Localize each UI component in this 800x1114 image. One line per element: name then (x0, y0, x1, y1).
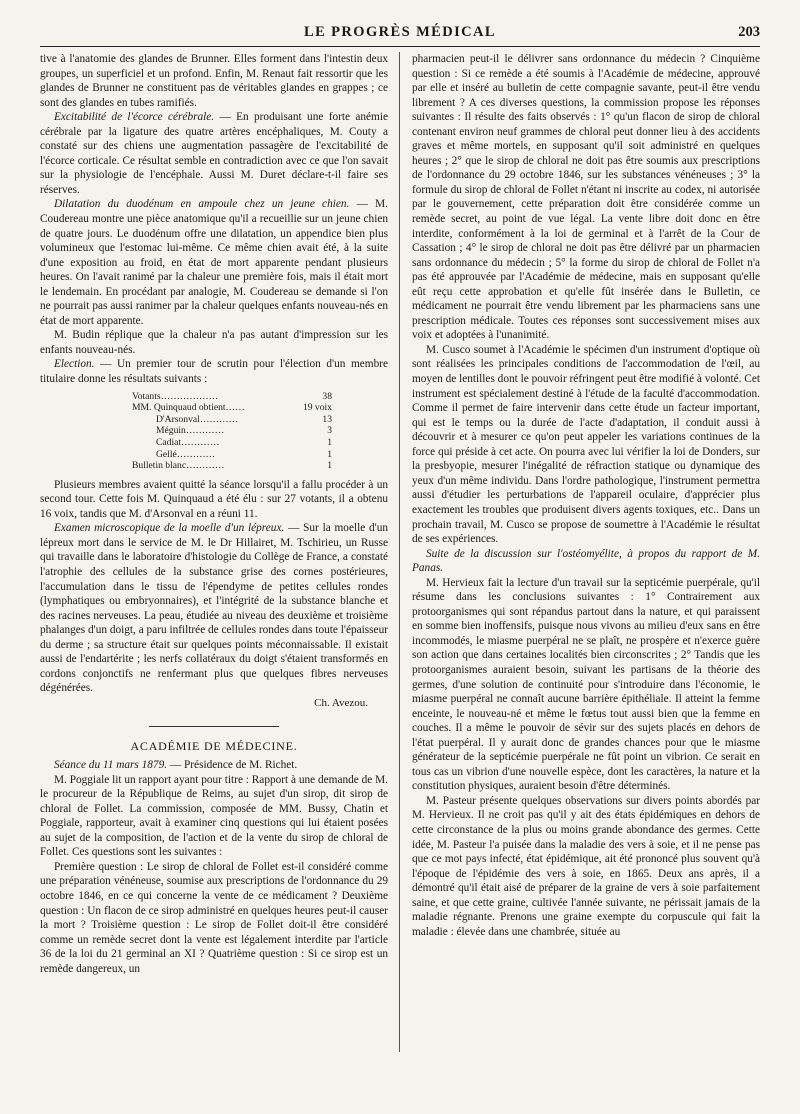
section-separator (149, 726, 279, 727)
paragraph-brunner: tive à l'anatomie des glandes de Brunner. Elles forment dans l'intestin deux groupes, un superficiel et un profond. Enfin, M. Renaut fait ressortir que les glandes de Brunner ne constituent pas de véritables glandes en grappes ; ce sont des glandes en tubes ramifiés. (40, 53, 388, 109)
vote-row: MM. Quinquaud obtient…… 19 voix (132, 402, 332, 414)
vote-row: D'Arsonval………… 13 (156, 413, 332, 425)
heading-election: Election. (54, 358, 95, 371)
paragraph-excitabilite: Excitabilité de l'écorce cérébrale. — En produisant une forte anémie cérébrale par la ligature des quatre artères encéphaliques, M. Couty a constaté sur des chiens une augmentation passagère de l'excitabilité de l'écorce corticale. Ce résultat semble en contradiction avec ce que l'on savait sur la physiologie de l'encéphale. Aussi M. Duret déclare-t-il faire ses réserves. (40, 111, 388, 196)
seance-line (40, 758, 388, 773)
paragraph-pasteur: M. Pasteur présente quelques observations sur divers points abordés par M. Hervieux. Il ne croit pas qu'il y ait des états épidémiques en dehors de cette circonstance de la plus ou moins grande abondance des germes. Cette idée, M. Pasteur l'a puisée dans la maladie des vers à soie, et il ne pense pas que ce mot pays infecté, état épidémique, ait été prononcé plus souvent qu'à l'époque de l'épidémie des vers à soie, en 1865. Deux ans après, il a démontré qu'il était aisé de préparer de la graine de vers à soie parfaitement saine, et que cette graine, cultivée l'année suivante, ne périssait jamais de la maladie régnante. Prenons une graine exempte du corpuscule qui fait la maladie : élevée dans une chambrée, située au (412, 794, 760, 938)
vote-row: Méguin………… 3 (156, 425, 332, 437)
heading-dilatation: Dilatation du duodénum en ampoule chez un jeune chien. (54, 198, 350, 211)
signature: Ch. Avezou. (314, 696, 368, 709)
paragraph-reponses: pharmacien peut-il le délivrer sans ordonnance du médecin ? Cinquième question : Si ce remède a été soumis à l'Académie de médecine, approuvé par elle et inséré au bulletin de cette compagnie savante, peut-il être vendu librement ? A ces diverses questions, la commission propose les réponses suivantes : Il résulte des faits observés : 1° qu'un flacon de sirop de chloral contenant environ neuf grammes de chloral peut donner lieu à des accidents graves et même mortels, en supposant qu'il soit administré en quelques heures ; 2° que le sirop de chloral ne doit pas être soumis aux prescriptions de l'ordonnance du 29 octobre 1846, sur les substances vénéneuses ; 3° la formule du sirop de chloral de Follet n'étant ni inscrite au codex, ni autorisée par le gouvernement, cette préparation doit être considérée comme un remède secret, au point de vue légal. La vente libre doit donc en être interdite, conformément à la loi de germinal et à l'arrêt de la Cour de Cassation ; 4° le sirop de chloral ne doit pas être délivré par un pharmacien sans ordonnance du médecin ; 5° la forme du sirop de chloral de Follet n'a pas été approuvée par l'Académie de médecine, mais en supposant qu'elle eût reçu cette approbation et qu'elle fût insérée dans le Bulletin, ce médicament ne pourrait être vendu librement par les pharmaciens sans une prescription médicale. Toutes ces réponses sont successivement mises aux voix et adoptées à l'unanimité. (412, 53, 760, 342)
page-number: 203 (738, 24, 760, 40)
seance-presidence: — Présidence de M. Richet. (167, 759, 298, 772)
vote-row: Cadiat………… 1 (156, 436, 332, 448)
seance-date: Séance du 11 mars 1879. (54, 759, 168, 772)
paragraph-hervieux: M. Hervieux fait la lecture d'un travail sur la septicémie puerpérale, qu'il résume dans les conclusions suivantes : 1° Contrairement aux protoorganismes qui sont répandus partout dans la nature, et qui paraissent en somme bien inoffensifs, puisque nous vivons au milieu d'eux sans en être incommodés, le miasme puerpéral ne se plaît, ne prospère et n'exerce guère son action que dans certaines localités bien circonscrites ; 2° Tandis que les protoorganismes auraient besoin, suivant les partisans de la théorie des germes, d'une solution de continuité pour s'introduire dans l'économie, le miasme puerpéral ne connaît aucune barrière épithéliale. Il atteint la femme enceinte, le nouveau-né et même le fœtus tout aussi bien que la femme en couches. Il a même le pouvoir de sévir sur des sujets placés en dehors de l'état puerpéral. Il y aurait donc de grandes chances pour que le miasme générateur de la septicémie puerpérale ne fût point un vibrion. Ce serait en tous cas un vibrion d'une nouvelle espèce, dont les caractères, la nature et la constitution physiques, auraient besoin d'être déterminés. (412, 576, 760, 793)
paragraph-election: Election. — Un premier tour de scrutin pour l'élection d'un membre titulaire donne les résultats suivants : (40, 358, 388, 386)
paragraph-osteomyelite: Suite de la discussion sur l'ostéomyélite, à propos du rapport de M. Panas. (412, 547, 760, 575)
paragraph-budin: M. Budin réplique que la chaleur n'a pas autant d'impression sur les enfants nouveau-nés. (40, 329, 388, 356)
column-divider (399, 52, 400, 1052)
vote-row: Gellé………… 1 (156, 448, 332, 460)
heading-lepreux: Examen microscopique de la moelle d'un lépreux. (54, 522, 285, 535)
vote-row: Bulletin blanc………… 1 (132, 460, 332, 472)
section-title: ACADÉMIE DE MÉDECINE. (130, 739, 298, 754)
heading-excitabilite: Excitabilité de l'écorce cérébrale. (54, 111, 215, 124)
vote-row: Votants……………… 38 (132, 390, 332, 402)
page-header (40, 22, 760, 47)
right-column (412, 52, 760, 939)
paragraph-second-tour: Plusieurs membres avaient quitté la séance lorsqu'il a fallu procéder à un second tour. Cette fois M. Quinquaud a été élu : sur 27 votants, il a obtenu 16 voix, tandis que M. d'Arsonval en a réuni 11. (40, 478, 388, 520)
paragraph-poggiale: M. Poggiale lit un rapport ayant pour titre : Rapport à une demande de M. le procureur de la République de Reims, au sujet d'un sirop, dit sirop de chloral de Follet. La commission, composée de MM. Bussy, Chatin et Poggiale, rapporteur, avait à examiner cinq questions qui lui étaient posées au sujet de la composition, de l'action et de la vente du sirop de chloral de Follet. Ces questions sont les suivantes : (40, 773, 388, 859)
journal-title: LE PROGRÈS MÉDICAL (304, 24, 496, 40)
paragraph-questions: Première question : Le sirop de chloral de Follet est-il considéré comme une préparation vénéneuse, soumise aux prescriptions de l'ordonnance du 29 octobre 1846, en ce qui concerne la vente de ce médicament ? Deuxième question : Un flacon de ce sirop administré en quelques heures peut-il causer la mort ? Troisième question : Le sirop de Follet doit-il être considéré comme un remède secret dont la vente est légalement interdite par l'article 36 de la loi du 21 germinal an XI ? Quatrième question : Si ce sirop est un remède dangereux, un (40, 860, 388, 975)
paragraph-lepreux: Examen microscopique de la moelle d'un lépreux. — Sur la moelle d'un lépreux mort dans le service de M. le Dr Hillairet, M. Tschirieu, un Russe qui travaille dans le laboratoire d'histologie du Collège de France, a constaté l'atrophie des cellules de la substance grise des cornes postérieures, l'accumulation dans le tissu de l'épendyme de petites cellules rondes (lymphatiques ou embryonnaires), et l'intégrité de la substance blanche et des racines nerveuses. La peau, étudiée au niveau des deuxième et troisième phalanges d'un doigt, a paru infiltrée de cellules rondes dans toute l'épaisseur du derme ; sa structure était sur quelques points méconnaissable. Il existait aussi de l'endartérite ; les nerfs collatéraux du doigt s'étaient transformés en cordons conjonctifs ne renfermant plus que quelques fibres nerveuses dégénérées. (40, 522, 388, 695)
paragraph-cusco: M. Cusco soumet à l'Académie le spécimen d'un instrument d'optique où sont réalisées les principales conditions de l'accommodation de l'œil, au moyen de lentilles dont le pouvoir réfringent peut être modifié à volonté. Cet instrument est spécialement destiné à l'étude de la faculté d'accommodation. Comme il permet de faire intervenir dans cette étude un facteur important, qui est le temps ou la durée de l'acte d'adaptation, il conduit aussi à découvrir et à mesurer ce qu'on peut appeler les variations continues de la force qui préside à cet acte. On pourra avec lui vérifier la loi de Donders, sur la presbyopie, mesurer l'inégalité de réfraction statique ou dynamique des yeux d'un même individu. Dans l'ordre pathologique, l'instrument permettra aussi d'étudier les perturbations de l'appareil oculaire, d'apprécier plus exactement les troubles que produisent divers agents toxiques, etc.. Dans un prochain travail, M. Cusco se propose de soumettre à l'Académie le résultat de ses expériences. (412, 343, 760, 546)
vote-results-table (132, 391, 332, 472)
paragraph-dilatation: Dilatation du duodénum en ampoule chez un jeune chien. — M. Coudereau montre une pièce anatomique qu'il a recueillie sur un jeune chien de quatre jours. Le duodénum offre une dilatation, un appendice bien plus volumineux que l'estomac lui-même. Ce même chien avait été, à la suite d'une exposition au froid, en état de mort apparente pendant plusieurs heures. On l'avait ranimé par la chaleur une première fois, mais il était mort le lendemain. En procédant par analogie, M. Coudereau se demande si l'on ne pourrait pas aussi ranimer par la chaleur quelques enfants nouveau-nés en état de mort apparente. (40, 198, 388, 327)
left-column (40, 52, 388, 976)
